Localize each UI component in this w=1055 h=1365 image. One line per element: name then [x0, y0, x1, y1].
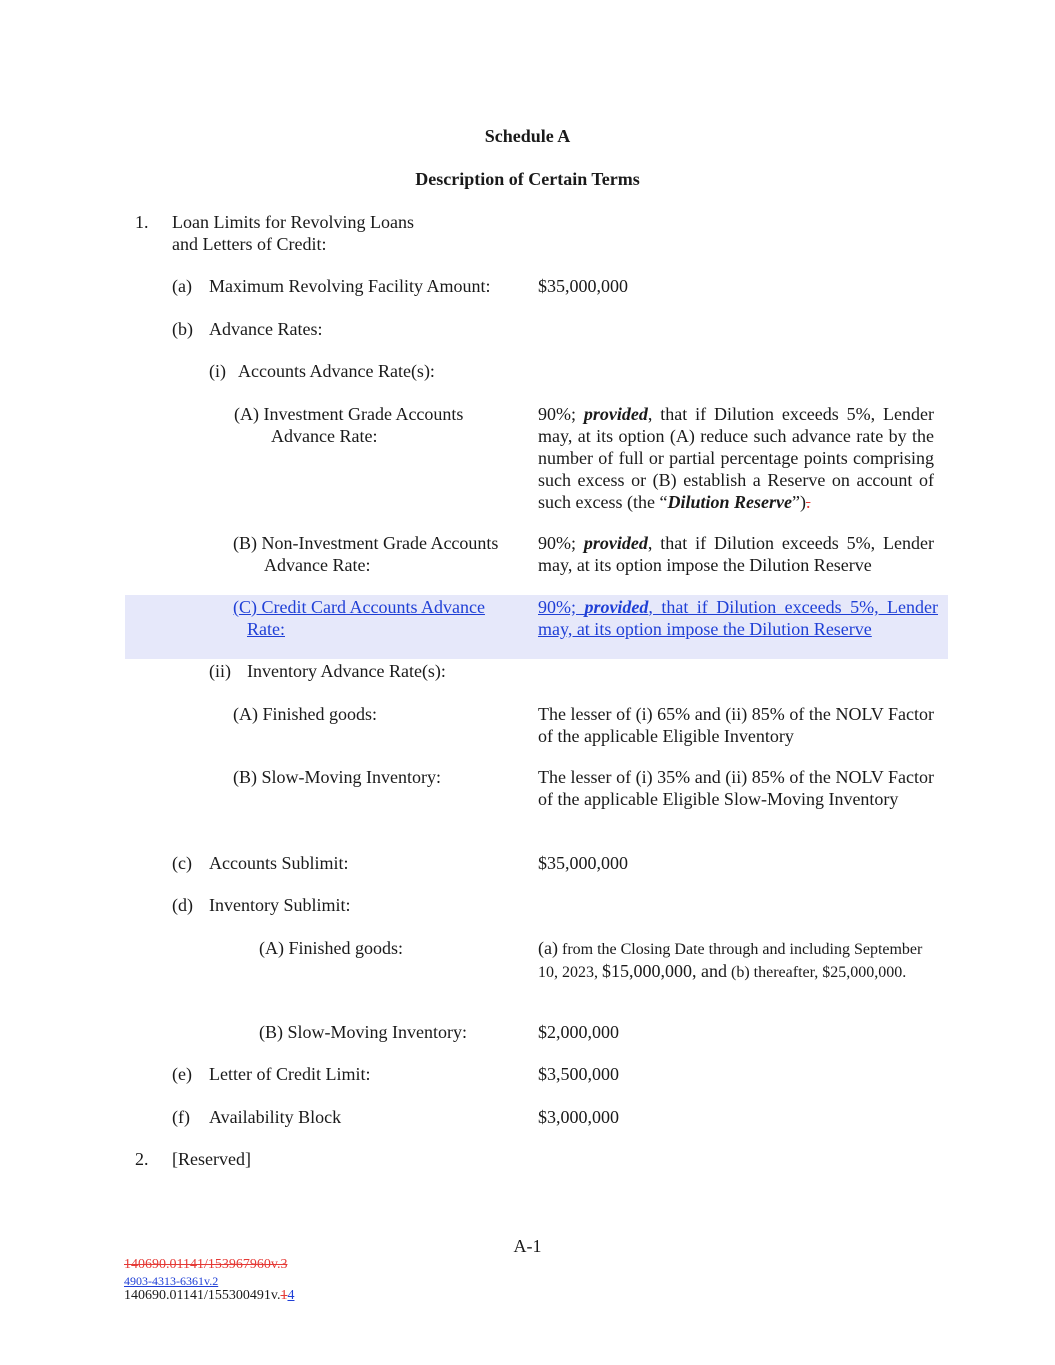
section-2-title: [Reserved]	[172, 1149, 251, 1169]
non-investment-grade-name-line2: Advance Rate:	[264, 555, 371, 575]
item-c-value: $35,000,000	[538, 853, 628, 873]
inventory-finished-goods-value: The lesser of (i) 65% and (ii) 85% of the NOLV Factor of the applicable Eligible Inventory	[538, 704, 934, 746]
doc-id-inserted: 4903-4313-6361v.2	[124, 1274, 219, 1288]
inventory-slow-moving-value: The lesser of (i) 35% and (ii) 85% of the NOLV Factor of the applicable Eligible Slow-Moving Inventory	[538, 767, 934, 809]
investment-grade-name-line1: (A) Investment Grade Accounts	[234, 404, 464, 424]
sublimit-finished-goods-name: (A) Finished goods:	[259, 938, 403, 958]
page-number: A-1	[513, 1236, 542, 1256]
item-f-label: (f)	[172, 1107, 190, 1127]
item-d-label: (d)	[172, 895, 193, 915]
item-b-name: Advance Rates:	[209, 319, 323, 339]
item-b-label: (b)	[172, 319, 193, 339]
section-2-number: 2.	[135, 1149, 149, 1169]
item-c-name: Accounts Sublimit:	[209, 853, 349, 873]
inventory-slow-moving-name: (B) Slow-Moving Inventory:	[233, 767, 441, 787]
sublimit-slow-moving-value: $2,000,000	[538, 1022, 619, 1042]
doc-id-deleted: 140690.01141/153967960v.3	[124, 1257, 288, 1272]
item-f-name: Availability Block	[209, 1107, 342, 1127]
schedule-title: Schedule A	[484, 126, 571, 146]
investment-grade-value: 90%; provided, that if Dilution exceeds 5%, Lender may, at its option (A) reduce such advance rate by the number of full or partial percentage points comprising such excess or (B) establish a Reserve on account of such excess (the “Dilution Reserve”).	[538, 404, 934, 512]
deleted-period: .	[805, 492, 811, 512]
sublimit-finished-goods-value: (a) from the Closing Date through and including September 10, 2023, $15,000,000, and (b) thereafter, $25,000,000.	[538, 938, 923, 981]
item-b-i-name: Accounts Advance Rate(s):	[238, 361, 435, 381]
item-e-name: Letter of Credit Limit:	[209, 1064, 371, 1084]
schedule-subtitle: Description of Certain Terms	[415, 169, 640, 189]
investment-grade-name-line2: Advance Rate:	[271, 426, 378, 446]
item-c-label: (c)	[172, 853, 192, 873]
credit-card-value: 90%; provided, that if Dilution exceeds 5%, Lender may, at its option impose the Dilution Reserve	[538, 597, 938, 639]
credit-card-name-line2: Rate:	[247, 619, 285, 639]
item-e-value: $3,500,000	[538, 1064, 619, 1084]
item-b-ii-name: Inventory Advance Rate(s):	[247, 661, 446, 681]
section-1-number: 1.	[135, 212, 149, 232]
item-d-name: Inventory Sublimit:	[209, 895, 351, 915]
doc-id-current: 140690.01141/155300491v.14	[124, 1288, 295, 1303]
section-1-title-line2: and Letters of Credit:	[172, 234, 327, 254]
sublimit-slow-moving-name: (B) Slow-Moving Inventory:	[259, 1022, 467, 1042]
item-b-i-label: (i)	[209, 361, 226, 381]
credit-card-name-line1: (C) Credit Card Accounts Advance	[233, 597, 485, 617]
item-a-label: (a)	[172, 276, 192, 296]
item-f-value: $3,000,000	[538, 1107, 619, 1127]
section-1-title-line1: Loan Limits for Revolving Loans	[172, 212, 414, 232]
item-a-name: Maximum Revolving Facility Amount:	[209, 276, 491, 296]
item-a-value: $35,000,000	[538, 276, 628, 296]
non-investment-grade-name-line1: (B) Non-Investment Grade Accounts	[233, 533, 499, 553]
item-e-label: (e)	[172, 1064, 192, 1084]
item-b-ii-label: (ii)	[209, 661, 231, 681]
inventory-finished-goods-name: (A) Finished goods:	[233, 704, 377, 724]
non-investment-grade-value: 90%; provided, that if Dilution exceeds 5%, Lender may, at its option impose the Dilution Reserve	[538, 533, 934, 575]
